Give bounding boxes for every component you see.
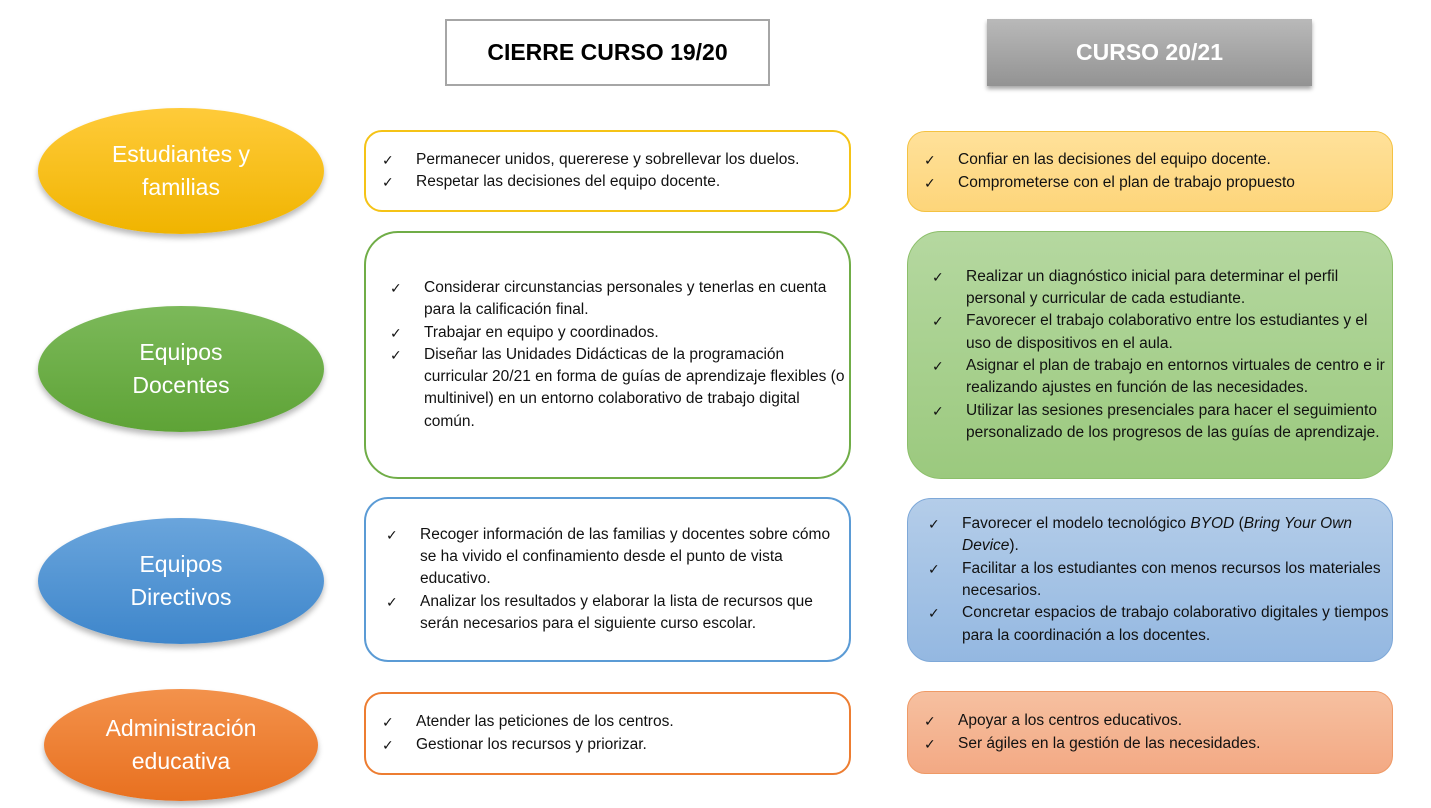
cierre-box-administracion (364, 692, 851, 775)
oval-estudiantes-familias (38, 108, 324, 234)
check-icon: ✓ (932, 358, 944, 374)
curso-box-docentes (907, 231, 1393, 479)
oval-label-line: Administración (105, 715, 257, 741)
checklist (908, 710, 1392, 755)
oval-equipos-docentes (38, 306, 324, 432)
check-icon: ✓ (928, 560, 940, 577)
check-icon: ✓ (390, 324, 402, 341)
oval-label-line: Equipos (139, 551, 223, 577)
oval-label-line: Estudiantes y (111, 141, 251, 167)
list-item: ✓ Permanecer unidos, quererese y sobrellevar los duelos. (366, 149, 849, 171)
check-icon: ✓ (932, 313, 944, 330)
checklist (366, 524, 849, 635)
header-cierre-curso (445, 19, 770, 86)
cierre-box-directivos (364, 497, 851, 662)
oval-label-line: Equipos (139, 339, 223, 365)
check-icon: ✓ (382, 151, 394, 168)
oval-administracion-educativa (44, 689, 318, 801)
check-icon: ✓ (382, 174, 394, 190)
list-item: ✓ Apoyar a los centros educativos. (908, 710, 1392, 732)
checklist (908, 149, 1392, 194)
list-item: ✓ Favorecer el modelo tecnológico BYOD (Bring Your Own Device). (928, 515, 1353, 555)
list-item: ✓ Confiar en las decisiones del equipo docente. (908, 149, 1392, 171)
curso-box-estudiantes (907, 131, 1393, 212)
list-item: ✓ Ser ágiles en la gestión de las necesidades. (908, 733, 1392, 755)
checklist (366, 711, 849, 756)
check-icon: ✓ (390, 346, 402, 363)
oval-label-line: educativa (131, 748, 231, 774)
list-item: ✓ Considerar circunstancias personales y tenerlas en cuenta para la calificación final. (390, 278, 827, 319)
oval-equipos-directivos (38, 518, 324, 644)
list-item: ✓ Analizar los resultados y elaborar la lista de recursos que serán necesarios para el siguiente curso escolar. (386, 592, 813, 632)
check-icon: ✓ (386, 593, 398, 610)
list-item: ✓ Atender las peticiones de los centros. (366, 711, 849, 733)
list-item: ✓ Realizar un diagnóstico inicial para determinar el perfil personal y curricular de cada estudiante. (932, 267, 1339, 308)
list-item: ✓ Utilizar las sesiones presenciales para hacer el seguimiento personalizado de los progresos de las guías de aprendizaje. (932, 401, 1380, 441)
check-icon: ✓ (932, 268, 944, 285)
check-icon: ✓ (390, 279, 402, 296)
check-icon: ✓ (932, 402, 944, 419)
list-item: ✓ Favorecer el trabajo colaborativo entre los estudiantes y el uso de dispositivos en el aula. (932, 312, 1368, 352)
list-item: ✓ Recoger información de las familias y docentes sobre cómo se ha vivido el confinamiento desde el punto de vista educativo. (386, 525, 831, 588)
curso-box-administracion (907, 691, 1393, 774)
list-item: ✓ Comprometerse con el plan de trabajo propuesto (908, 172, 1392, 194)
cierre-box-estudiantes (364, 130, 851, 212)
checklist (366, 149, 849, 194)
oval-label-line: familias (142, 174, 220, 200)
list-item: ✓ Diseñar las Unidades Didácticas de la programación curricular 20/21 en forma de guías de aprendizaje flexibles (o multinivel) en un entorno colaborativo de trabajo digital común. (390, 345, 845, 430)
check-icon: ✓ (386, 526, 398, 543)
check-icon: ✓ (924, 174, 936, 191)
checklist (908, 513, 1392, 647)
check-icon: ✓ (382, 714, 394, 731)
check-icon: ✓ (928, 516, 940, 533)
checklist (366, 277, 849, 433)
header-curso-2021 (987, 19, 1312, 86)
cierre-box-docentes (364, 231, 851, 479)
check-icon: ✓ (924, 152, 936, 169)
oval-label-line: Directivos (130, 584, 232, 610)
list-item: ✓ Asignar el plan de trabajo en entornos virtuales de centro e ir realizando ajustes en función de las necesidades. (932, 357, 1385, 397)
curso-box-directivos (907, 498, 1393, 662)
list-item: ✓ Trabajar en equipo y coordinados. (366, 322, 849, 344)
header-cierre-label: CIERRE CURSO 19/20 (487, 39, 728, 65)
check-icon: ✓ (382, 736, 394, 753)
checklist (908, 266, 1392, 444)
oval-label-line: Docentes (132, 372, 230, 398)
list-item: ✓ Respetar las decisiones del equipo docente. (366, 171, 849, 193)
list-item: ✓ Concretar espacios de trabajo colaborativo digitales y tiempos para la coordinación a los docentes. (928, 604, 1389, 644)
check-icon: ✓ (924, 713, 936, 730)
check-icon: ✓ (924, 735, 936, 752)
header-curso-label: CURSO 20/21 (1075, 39, 1223, 65)
list-item: ✓ Facilitar a los estudiantes con menos recursos los materiales necesarios. (928, 559, 1381, 599)
check-icon: ✓ (928, 605, 940, 622)
list-item: ✓ Gestionar los recursos y priorizar. (366, 734, 849, 756)
